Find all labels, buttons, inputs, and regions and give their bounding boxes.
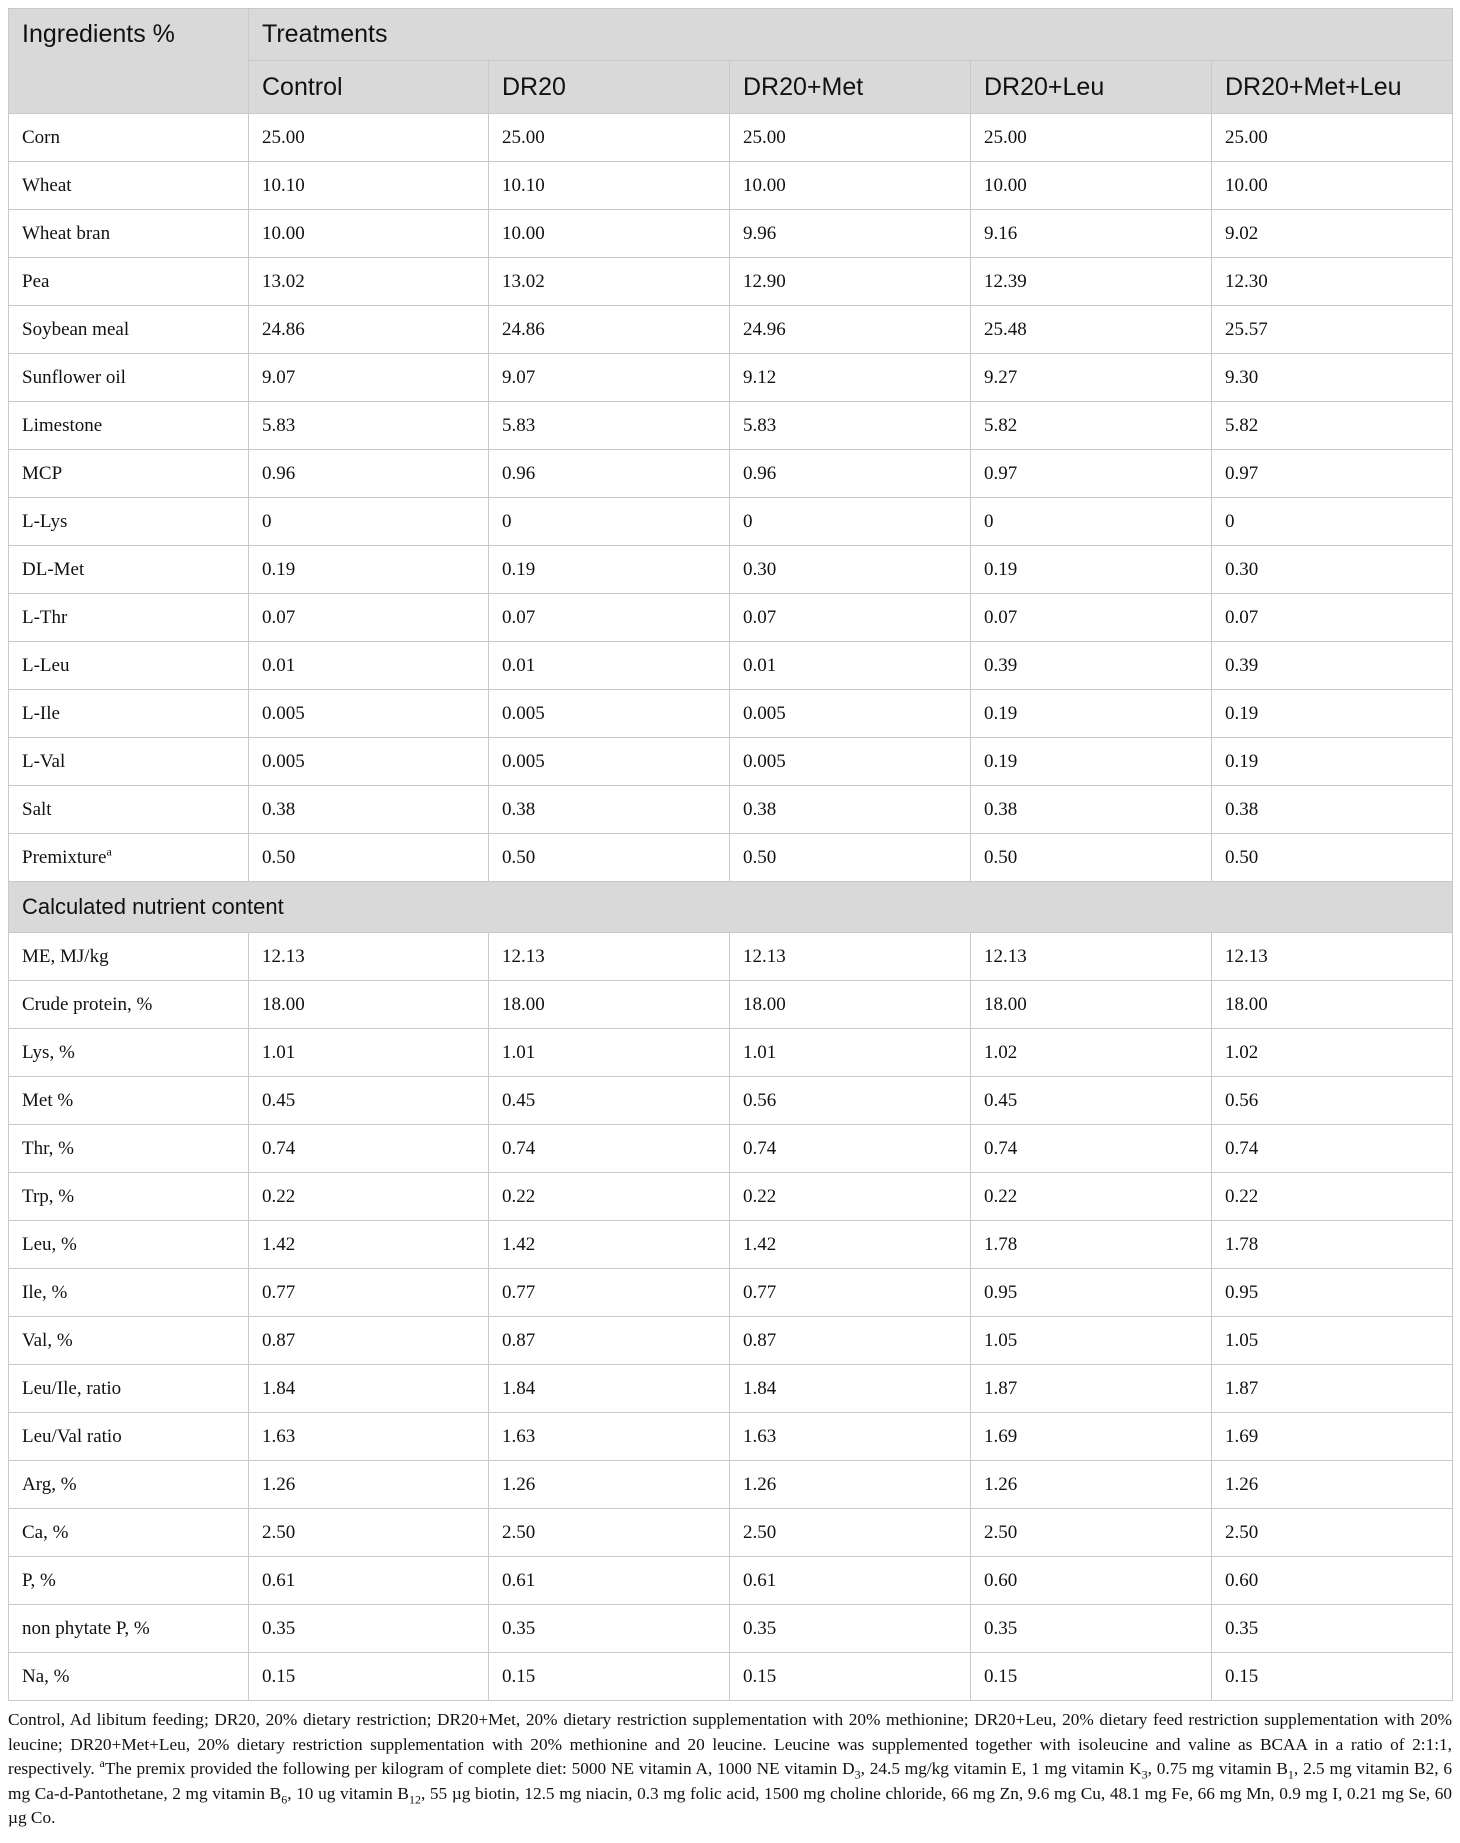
cell-control: 0.01 (249, 642, 489, 690)
cell-dr20-leu: 1.05 (971, 1317, 1212, 1365)
cell-dr20-met-leu: 0.60 (1212, 1557, 1453, 1605)
cell-dr20-met-leu: 18.00 (1212, 981, 1453, 1029)
table-row (9, 1029, 1453, 1077)
cell-dr20-met: 12.90 (730, 258, 971, 306)
cell-control: 0.07 (249, 594, 489, 642)
footnote-text-part: , 0.75 mg vitamin B (1147, 1759, 1288, 1778)
cell-dr20-met: 0.005 (730, 690, 971, 738)
cell-dr20-met: 0.87 (730, 1317, 971, 1365)
cell-dr20-leu: 0.35 (971, 1605, 1212, 1653)
cell-dr20-met: 5.83 (730, 402, 971, 450)
cell-dr20: 0.45 (489, 1077, 730, 1125)
cell-dr20-met: 0.005 (730, 738, 971, 786)
table-row (9, 354, 1453, 402)
cell-dr20-met: 0.77 (730, 1269, 971, 1317)
nutrition-table-container (8, 8, 1452, 1831)
cell-dr20-leu: 12.39 (971, 258, 1212, 306)
cell-dr20-met-leu: 0.19 (1212, 738, 1453, 786)
column-header-dr20-leu: DR20+Leu (971, 61, 1212, 114)
cell-dr20-met: 10.00 (730, 162, 971, 210)
cell-control: 1.84 (249, 1365, 489, 1413)
cell-dr20: 25.00 (489, 114, 730, 162)
cell-dr20-met-leu: 0.97 (1212, 450, 1453, 498)
row-label: Arg, % (9, 1461, 249, 1509)
cell-control: 24.86 (249, 306, 489, 354)
cell-control: 10.00 (249, 210, 489, 258)
table-row (9, 1653, 1453, 1701)
table-row (9, 1317, 1453, 1365)
cell-control: 10.10 (249, 162, 489, 210)
row-label: Ca, % (9, 1509, 249, 1557)
table-row (9, 402, 1453, 450)
table-body (9, 114, 1453, 1701)
row-label: Corn (9, 114, 249, 162)
cell-dr20-leu: 0.19 (971, 738, 1212, 786)
cell-control: 0.87 (249, 1317, 489, 1365)
cell-dr20-leu: 1.69 (971, 1413, 1212, 1461)
cell-control: 0.77 (249, 1269, 489, 1317)
cell-control: 0.38 (249, 786, 489, 834)
cell-control: 1.26 (249, 1461, 489, 1509)
cell-control: 0 (249, 498, 489, 546)
row-label: Crude protein, % (9, 981, 249, 1029)
cell-dr20-met: 1.63 (730, 1413, 971, 1461)
cell-control: 0.45 (249, 1077, 489, 1125)
cell-dr20: 0 (489, 498, 730, 546)
row-label: ME, MJ/kg (9, 933, 249, 981)
cell-control: 0.005 (249, 690, 489, 738)
cell-dr20-leu: 0.38 (971, 786, 1212, 834)
table-row (9, 450, 1453, 498)
cell-dr20-leu: 0.15 (971, 1653, 1212, 1701)
footnote-text-part: , 55 µg biotin, 12.5 mg niacin, 0.3 mg folic acid, 1500 mg choline chloride, 66 mg Zn, 9.6 mg Cu, 48.1 mg Fe, 66 mg Mn, 0.9 mg I, 0.21 mg Se, 60 µg Co. (8, 1783, 1452, 1827)
table-row (9, 642, 1453, 690)
table-row (9, 1077, 1453, 1125)
column-header-dr20: DR20 (489, 61, 730, 114)
row-label: Wheat (9, 162, 249, 210)
cell-dr20-met-leu: 1.78 (1212, 1221, 1453, 1269)
cell-dr20-met: 18.00 (730, 981, 971, 1029)
cell-dr20-met-leu: 9.02 (1212, 210, 1453, 258)
cell-dr20-met-leu: 1.87 (1212, 1365, 1453, 1413)
cell-dr20-met-leu: 0.30 (1212, 546, 1453, 594)
cell-control: 9.07 (249, 354, 489, 402)
cell-dr20-met-leu: 1.69 (1212, 1413, 1453, 1461)
cell-dr20-met: 0.01 (730, 642, 971, 690)
row-label: L-Leu (9, 642, 249, 690)
row-label: Leu, % (9, 1221, 249, 1269)
section-row (9, 882, 1453, 933)
cell-dr20: 0.38 (489, 786, 730, 834)
cell-dr20-met-leu: 25.57 (1212, 306, 1453, 354)
row-label: Pea (9, 258, 249, 306)
table-row (9, 258, 1453, 306)
column-header-control: Control (249, 61, 489, 114)
cell-control: 0.61 (249, 1557, 489, 1605)
column-header-dr20-met-leu: DR20+Met+Leu (1212, 61, 1453, 114)
cell-control: 13.02 (249, 258, 489, 306)
cell-dr20-met: 25.00 (730, 114, 971, 162)
cell-dr20-met-leu: 0.39 (1212, 642, 1453, 690)
cell-dr20-met-leu: 0.74 (1212, 1125, 1453, 1173)
treatments-header: Treatments (249, 9, 1453, 61)
cell-dr20-leu: 25.00 (971, 114, 1212, 162)
cell-dr20-leu: 25.48 (971, 306, 1212, 354)
cell-dr20: 0.74 (489, 1125, 730, 1173)
cell-control: 12.13 (249, 933, 489, 981)
table-row (9, 306, 1453, 354)
cell-control: 0.22 (249, 1173, 489, 1221)
cell-dr20: 1.63 (489, 1413, 730, 1461)
table-row (9, 1269, 1453, 1317)
table-header (9, 9, 1453, 114)
cell-dr20-leu: 0.22 (971, 1173, 1212, 1221)
cell-dr20-leu: 0.07 (971, 594, 1212, 642)
cell-dr20-met-leu: 0.95 (1212, 1269, 1453, 1317)
row-label: Lys, % (9, 1029, 249, 1077)
cell-control: 1.42 (249, 1221, 489, 1269)
row-label: MCP (9, 450, 249, 498)
cell-dr20-met: 0.38 (730, 786, 971, 834)
table-row (9, 1125, 1453, 1173)
cell-dr20: 0.15 (489, 1653, 730, 1701)
cell-dr20-met: 0.96 (730, 450, 971, 498)
cell-dr20-met-leu: 0.38 (1212, 786, 1453, 834)
cell-dr20-leu: 9.16 (971, 210, 1212, 258)
cell-dr20-leu: 0.50 (971, 834, 1212, 882)
table-row (9, 498, 1453, 546)
cell-dr20-met: 0.35 (730, 1605, 971, 1653)
cell-dr20-leu: 10.00 (971, 162, 1212, 210)
table-row (9, 162, 1453, 210)
cell-control: 1.01 (249, 1029, 489, 1077)
cell-dr20-met: 0.50 (730, 834, 971, 882)
cell-dr20-leu: 0.97 (971, 450, 1212, 498)
row-label: Leu/Ile, ratio (9, 1365, 249, 1413)
ingredients-header: Ingredients % (9, 9, 249, 114)
cell-dr20-met: 12.13 (730, 933, 971, 981)
cell-dr20-leu: 18.00 (971, 981, 1212, 1029)
cell-dr20: 0.01 (489, 642, 730, 690)
footnote-text-part: The premix provided the following per kilogram of complete diet: 5000 NE vitamin A, 1000 NE vitamin D (104, 1759, 855, 1778)
cell-dr20-met-leu: 0.56 (1212, 1077, 1453, 1125)
column-header-dr20-met: DR20+Met (730, 61, 971, 114)
footnote-subscript: 6 (281, 1791, 288, 1806)
cell-dr20: 0.07 (489, 594, 730, 642)
row-label: Salt (9, 786, 249, 834)
cell-dr20-met-leu: 1.26 (1212, 1461, 1453, 1509)
cell-dr20: 0.50 (489, 834, 730, 882)
cell-dr20-met: 9.12 (730, 354, 971, 402)
cell-dr20-met: 0.15 (730, 1653, 971, 1701)
row-label: L-Ile (9, 690, 249, 738)
table-row (9, 834, 1453, 882)
cell-dr20: 2.50 (489, 1509, 730, 1557)
cell-dr20-met: 24.96 (730, 306, 971, 354)
row-label: Na, % (9, 1653, 249, 1701)
premix-footnote-marker: a (106, 844, 112, 859)
table-row (9, 786, 1453, 834)
row-label: L-Val (9, 738, 249, 786)
row-label: L-Thr (9, 594, 249, 642)
row-label: Limestone (9, 402, 249, 450)
row-label: Thr, % (9, 1125, 249, 1173)
footnote-text-part: , 10 ug vitamin B (287, 1783, 409, 1803)
cell-control: 0.005 (249, 738, 489, 786)
footnote-subscript: 12 (408, 1791, 421, 1806)
table-row (9, 1509, 1453, 1557)
cell-dr20: 0.19 (489, 546, 730, 594)
cell-dr20-met-leu: 0.19 (1212, 690, 1453, 738)
row-label: Leu/Val ratio (9, 1413, 249, 1461)
table-row (9, 1605, 1453, 1653)
cell-dr20-met-leu: 0 (1212, 498, 1453, 546)
cell-dr20: 0.61 (489, 1557, 730, 1605)
cell-dr20-met-leu: 25.00 (1212, 114, 1453, 162)
cell-dr20-leu: 1.78 (971, 1221, 1212, 1269)
cell-dr20-met: 0.07 (730, 594, 971, 642)
cell-dr20-leu: 0.19 (971, 690, 1212, 738)
cell-dr20-met: 0.74 (730, 1125, 971, 1173)
cell-control: 0.96 (249, 450, 489, 498)
cell-control: 0.19 (249, 546, 489, 594)
cell-dr20-met-leu: 12.30 (1212, 258, 1453, 306)
footnote-abbreviations: Control, Ad libitum feeding; DR20, 20% dietary restriction; DR20+Met, 20% dietary restriction supplementation with 20% methionine; DR20+Leu, 20% dietary feed restriction supplementation with 20% leucine; DR20+Met+Leu, 20% dietary restriction supplementation with 20% methionine and 20 leucine. Leucine was supplemented together with isoleucine and valine as BCAA in a ratio of 2:1:1, respectively. (8, 1710, 1452, 1778)
cell-dr20-met: 2.50 (730, 1509, 971, 1557)
table-row (9, 1461, 1453, 1509)
table-row (9, 1413, 1453, 1461)
cell-dr20-leu: 5.82 (971, 402, 1212, 450)
table-row (9, 1365, 1453, 1413)
cell-dr20-met: 0 (730, 498, 971, 546)
cell-control: 0.74 (249, 1125, 489, 1173)
cell-dr20: 0.005 (489, 690, 730, 738)
row-label: DL-Met (9, 546, 249, 594)
cell-dr20-leu: 1.87 (971, 1365, 1212, 1413)
cell-dr20: 1.84 (489, 1365, 730, 1413)
table-row (9, 1557, 1453, 1605)
cell-dr20-leu: 2.50 (971, 1509, 1212, 1557)
table-row (9, 981, 1453, 1029)
table-row (9, 594, 1453, 642)
footnote-subscript: 3 (1141, 1767, 1148, 1782)
cell-dr20-met: 1.84 (730, 1365, 971, 1413)
cell-dr20-leu: 1.02 (971, 1029, 1212, 1077)
cell-control: 18.00 (249, 981, 489, 1029)
cell-dr20-leu: 0 (971, 498, 1212, 546)
cell-dr20-met: 1.42 (730, 1221, 971, 1269)
cell-dr20-leu: 9.27 (971, 354, 1212, 402)
cell-dr20-met-leu: 0.22 (1212, 1173, 1453, 1221)
cell-dr20: 12.13 (489, 933, 730, 981)
cell-dr20: 10.00 (489, 210, 730, 258)
footnote-premix-text (8, 1759, 1452, 1827)
cell-dr20-leu: 0.74 (971, 1125, 1212, 1173)
diet-composition-table (8, 8, 1453, 1701)
cell-dr20-leu: 1.26 (971, 1461, 1212, 1509)
cell-dr20-met: 1.01 (730, 1029, 971, 1077)
cell-control: 0.15 (249, 1653, 489, 1701)
cell-control: 5.83 (249, 402, 489, 450)
row-label: Sunflower oil (9, 354, 249, 402)
row-label: Met % (9, 1077, 249, 1125)
table-row (9, 933, 1453, 981)
footnote-text-part: , 24.5 mg/kg vitamin E, 1 mg vitamin K (860, 1759, 1142, 1778)
table-footnote (8, 1708, 1452, 1831)
cell-dr20-met: 0.22 (730, 1173, 971, 1221)
cell-control: 0.50 (249, 834, 489, 882)
footnote-text-part: , 2.5 mg vitamin B2, 6 mg Ca-d-Pantothetane, 2 mg vitamin B (8, 1759, 1453, 1803)
cell-dr20-met-leu: 10.00 (1212, 162, 1453, 210)
cell-dr20-met-leu: 0.15 (1212, 1653, 1453, 1701)
row-label (9, 834, 249, 882)
section-label: Calculated nutrient content (9, 882, 1453, 933)
cell-dr20-leu: 0.60 (971, 1557, 1212, 1605)
premix-label: Premixture (22, 846, 107, 868)
row-label: Wheat bran (9, 210, 249, 258)
cell-dr20: 1.42 (489, 1221, 730, 1269)
cell-dr20: 0.35 (489, 1605, 730, 1653)
cell-dr20-leu: 12.13 (971, 933, 1212, 981)
table-row (9, 690, 1453, 738)
cell-dr20-met-leu: 5.82 (1212, 402, 1453, 450)
cell-dr20: 5.83 (489, 402, 730, 450)
cell-dr20: 10.10 (489, 162, 730, 210)
cell-dr20-met: 1.26 (730, 1461, 971, 1509)
cell-dr20: 0.005 (489, 738, 730, 786)
cell-dr20: 24.86 (489, 306, 730, 354)
cell-dr20-met: 0.56 (730, 1077, 971, 1125)
cell-dr20: 0.87 (489, 1317, 730, 1365)
cell-dr20-met: 9.96 (730, 210, 971, 258)
footnote-subscript: 3 (854, 1767, 861, 1782)
cell-dr20-leu: 0.19 (971, 546, 1212, 594)
cell-dr20-met-leu: 9.30 (1212, 354, 1453, 402)
row-label: Ile, % (9, 1269, 249, 1317)
cell-dr20-met: 0.30 (730, 546, 971, 594)
row-label: Trp, % (9, 1173, 249, 1221)
cell-dr20: 1.26 (489, 1461, 730, 1509)
table-row (9, 1221, 1453, 1269)
row-label: P, % (9, 1557, 249, 1605)
cell-dr20-met-leu: 1.02 (1212, 1029, 1453, 1077)
row-label: Val, % (9, 1317, 249, 1365)
table-row (9, 114, 1453, 162)
cell-dr20-met-leu: 2.50 (1212, 1509, 1453, 1557)
cell-dr20: 9.07 (489, 354, 730, 402)
cell-dr20: 18.00 (489, 981, 730, 1029)
cell-dr20-leu: 0.39 (971, 642, 1212, 690)
cell-dr20-met-leu: 0.50 (1212, 834, 1453, 882)
cell-dr20: 0.22 (489, 1173, 730, 1221)
cell-dr20-met: 0.61 (730, 1557, 971, 1605)
cell-dr20-met-leu: 12.13 (1212, 933, 1453, 981)
row-label: Soybean meal (9, 306, 249, 354)
cell-control: 2.50 (249, 1509, 489, 1557)
cell-dr20: 0.96 (489, 450, 730, 498)
cell-dr20: 13.02 (489, 258, 730, 306)
table-row (9, 738, 1453, 786)
row-label: non phytate P, % (9, 1605, 249, 1653)
cell-dr20-met-leu: 0.35 (1212, 1605, 1453, 1653)
cell-control: 25.00 (249, 114, 489, 162)
table-row (9, 1173, 1453, 1221)
cell-dr20: 1.01 (489, 1029, 730, 1077)
footnote-subscript: 1 (1287, 1767, 1294, 1782)
row-label: L-Lys (9, 498, 249, 546)
cell-dr20-met-leu: 1.05 (1212, 1317, 1453, 1365)
cell-dr20: 0.77 (489, 1269, 730, 1317)
cell-control: 0.35 (249, 1605, 489, 1653)
cell-dr20-met-leu: 0.07 (1212, 594, 1453, 642)
table-row (9, 546, 1453, 594)
cell-control: 1.63 (249, 1413, 489, 1461)
cell-dr20-leu: 0.45 (971, 1077, 1212, 1125)
table-row (9, 210, 1453, 258)
cell-dr20-leu: 0.95 (971, 1269, 1212, 1317)
footnote-premix-marker: a (99, 1756, 105, 1771)
